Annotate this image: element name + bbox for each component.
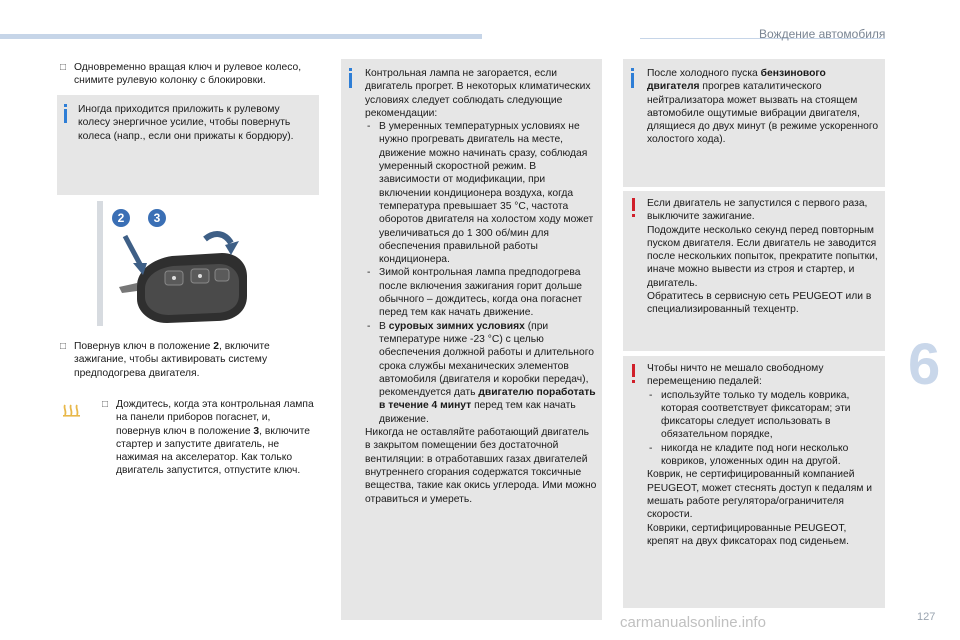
bullet-ignition-on [60, 340, 322, 380]
dashboard-edge [97, 201, 103, 326]
info-box-text: Иногда приходится приложить к рулевому колесу энергичное усилие, чтобы повернуть колеса (напр., если они прижаты к бордюру). [78, 104, 294, 142]
watermark: carmanualsonline.info [620, 614, 766, 631]
list-item: - В суровых зимних условиях (при температуре ниже -23 °C) с целью обеспечения должной работы и длительного срока службы механических элементов автомобиля (двигателя и коробки передач), рекомендуется дать двигателю поработать в течение 4 минут перед тем как начать движение. [365, 320, 597, 426]
info-icon [631, 73, 634, 88]
bullet-start-engine [102, 398, 317, 478]
list-item: - никогда не кладите под ноги несколько ковриков, уложенных один на другой. [647, 442, 881, 469]
info-box-text [365, 67, 597, 506]
chapter-number: 6 [908, 332, 941, 397]
callout-position-2 [112, 209, 130, 227]
info-icon-dot [64, 104, 67, 107]
info-icon-dot [631, 68, 634, 71]
warning-icon-dot [632, 380, 635, 383]
info-box-catalyst [623, 59, 885, 187]
preheat-lamp-icon [62, 403, 84, 417]
warning-box-text: Если двигатель не запустился с первого раза, выключите зажигание. Подождите несколько секунд перед повторным пуском двигателя. Если двигатель не заводится после нескольких попыток, прекратите попытки, иначе можно вывести из строя и стартер, и двигатель. Обратитесь в сервисную сеть PEUGEOT или в специализированный техцентр. [647, 198, 878, 316]
page-number: 127 [917, 611, 936, 623]
info-box-steering [57, 95, 319, 195]
warning-text: Никогда не оставляйте работающий двигатель в закрытом помещении без достаточной вентиляции: в отработавших газах двигателей внутреннего сгорания содержатся токсичные вещества, такие как окись углерода. Ими можно отравиться и умереть. [365, 427, 597, 505]
callout-position-3 [148, 209, 166, 227]
list-item: - Зимой контрольная лампа предподогрева после включения зажигания горит дольше обычного – дождитесь, когда она погаснет перед тем как начать движение. [365, 266, 597, 319]
warning-box-engine-start [623, 191, 885, 351]
key-figure [97, 201, 259, 326]
bullet-marker-icon: □ [60, 341, 67, 352]
info-icon [349, 73, 352, 88]
rotation-arrow-icon [205, 234, 239, 255]
bullet-text: Одновременно вращая ключ и рулевое колесо, снимите рулевую колонку с блокировки. [74, 62, 302, 87]
bullet-marker-icon: □ [102, 399, 109, 410]
warning-icon [632, 364, 635, 377]
bullet-marker-icon: □ [60, 62, 67, 73]
svg-text:2: 2 [117, 211, 125, 225]
list-item: - используйте только ту модель коврика, которая соответствует фиксаторам; эти фиксаторы следует использовать в обязательном порядке, [647, 389, 881, 442]
info-box-preheat [341, 59, 602, 620]
intro-text: Контрольная лампа не загорается, если двигатель прогрет. В некоторых климатических условиях следует соблюдать следующие рекомендации: [365, 68, 591, 119]
info-icon [64, 109, 67, 123]
header-rule [0, 34, 482, 39]
warning-box-floor-mats [623, 356, 885, 608]
section-title: Вождение автомобиля [759, 27, 886, 41]
warning-icon-dot [632, 214, 635, 217]
warning-icon [632, 198, 635, 211]
position-arrow-icon [125, 236, 147, 275]
bullet-text: Повернув ключ в положение 2, включите зажигание, чтобы активировать систему предподогрева двигателя. [74, 341, 270, 379]
info-box-text: После холодного пуска бензинового двигателя прогрев каталитического нейтрализатора может вызвать на стоящем автомобиле ощутимые вибрации двигателя, длящиеся до двух минут (в режиме ускоренного холостого хода). [647, 68, 879, 146]
warning-box-text: Чтобы ничто не мешало свободному перемещению педалей: - используйте только ту модель коврика, которая соответствует фиксаторам; эти фиксаторы следует использовать в обязательном порядке, - никогда не кладите под ноги несколько ковриков, уложенных один на другой. Коврик, не сертифицированный компанией PEUGEOT, может стеснять доступ к педалям и мешать работе регулятора/ограничителя скорости. Коврики, сертифицированные PEUGEOT, крепят на двух фиксаторах под сиденьем. [647, 362, 881, 548]
bullet-text: Дождитесь, когда эта контрольная лампа на панели приборов погаснет, и, повернув ключ в положение 3, включите стартер и запустите двигатель, не нажимая на акселератор. Как только двигатель запустится, отпустите ключ. [116, 399, 314, 477]
list-item: - В умеренных температурных условиях не нужно прогревать двигатель на месте, движение можно начинать сразу, соблюдая умеренный скоростной режим. В зависимости от модификации, при включении кондиционера воздуха, когда температура превышает 35 °C, частота оборотов двигателя на холостом ходу может увеличиваться до 1 300 об/мин для обеспечения правильной работы кондиционера. [365, 120, 597, 266]
svg-text:3: 3 [153, 211, 161, 225]
bullet-steering-unlock [60, 61, 322, 88]
info-icon-dot [349, 68, 352, 71]
